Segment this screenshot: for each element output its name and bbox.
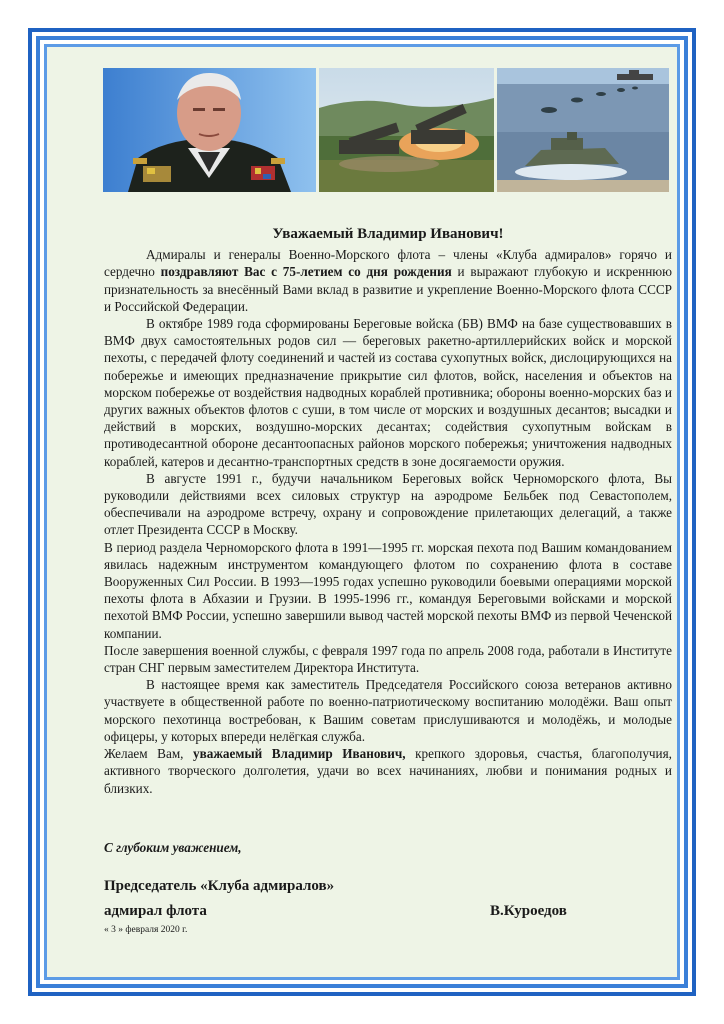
paragraph-1 [104,246,672,315]
paragraph-1-bold: поздравляют Вас с 75-летием со дня рождения [160,264,452,280]
paragraph-4: В период раздела Черноморского флота в 1991—1995 гг. морская пехота под Вашим командованием явилась надежным инструментом командующего флотом по сохранению флота в составе Вооруженных Сил России. В 1993—1995 годах успешно руководили боевыми операциями морской пехоты флота в Абхазии и Грузии. В 1995-1996 гг., командуя Береговыми войсками и морской пехотой ВМФ России, успешно завершили вывод частей морской пехоты ВМФ из первой Чеченской компании. [104,539,672,641]
paragraph-5: После завершения военной службы, с февраля 1997 года по апрель 2008 года, работали в Институте стран СНГ первым заместителем Директора Института. [104,642,672,676]
paragraph-1-text-b: и выражают глубокую и искреннюю признательность за внесённый Вами вклад в развитие и укрепление Военно-Морского флота СССР и Российской Федерации. [104,264,672,314]
paragraph-7-text-a: Желаем Вам, [104,746,194,762]
admiral-portrait-photo [103,68,316,192]
letter-date: « 3 » февраля 2020 г. [104,925,188,935]
signature-title: Председатель «Клуба адмиралов» [104,878,335,894]
rocket-launch-photo [319,68,494,192]
paragraph-1-text-a: Адмиралы и генералы Военно-Морского флота – члены «Клуба адмиралов» горячо и сердечно [104,247,672,280]
paragraph-2: В октябре 1989 года сформированы Береговые войска (БВ) ВМФ на базе существовавших в ВМФ двух самостоятельных родов сил — береговых ракетно-артиллерийских войск и морской пехоты, с передачей флоту соединений и частей из состава сухопутных войск, дислоцирующихся на побережье и имеющих предназначение прикрытие сил флотов, войск, населения и объектов на морском побережье от воздействия надводных кораблей противника; обороны военно-морских баз и других важных объектов флотов с суши, в том числе от морских и воздушных десантов; высадки и действий в морских, воздушно-морских десантах; содействия сухопутным войскам в противодесантной обороне десантоопасных районов морского побережья; уничтожения надводных кораблей, катеров и десантно-транспортных средств в зоне досягаемости оружия. [104,316,672,469]
landing-craft-photo [497,68,669,192]
paragraph-3: В августе 1991 г., будучи начальником Береговых войск Черноморского флота, Вы руководили действиями всех силовых структур на аэродроме Бельбек под Севастополем, обеспечивали на аэродроме встречу, охрану и сопровождение прилетающих делегаций, а также отлет Президента СССР в Москву. [104,470,672,538]
letter-body [104,226,672,797]
closing-line: С глубоким уважением, [104,840,242,855]
signature-name: В.Куроедов [490,903,567,919]
paragraph-7 [104,745,672,797]
paragraph-7-bold: уважаемый Владимир Иванович, [193,746,406,762]
paragraph-6: В настоящее время как заместитель Председателя Российского союза ветеранов активно участвуете в общественной работе по военно-патриотическому воспитанию молодёжи. Ваш опыт морского пехотинца востребован, к Вашим советам прислушиваются и молодёжь, и молодые офицеры, у которых впереди нелёгкая служба. [104,677,672,744]
paragraph-7-text-b: крепкого здоровья, счастья, благополучия, активного творческого долголетия, удачи во всех начинаниях, любви и понимания родных и близких. [104,746,672,796]
letter-title: Уважаемый Владимир Иванович! [272,226,504,242]
signature-rank: адмирал флота [104,903,207,919]
photo-strip [103,68,669,192]
